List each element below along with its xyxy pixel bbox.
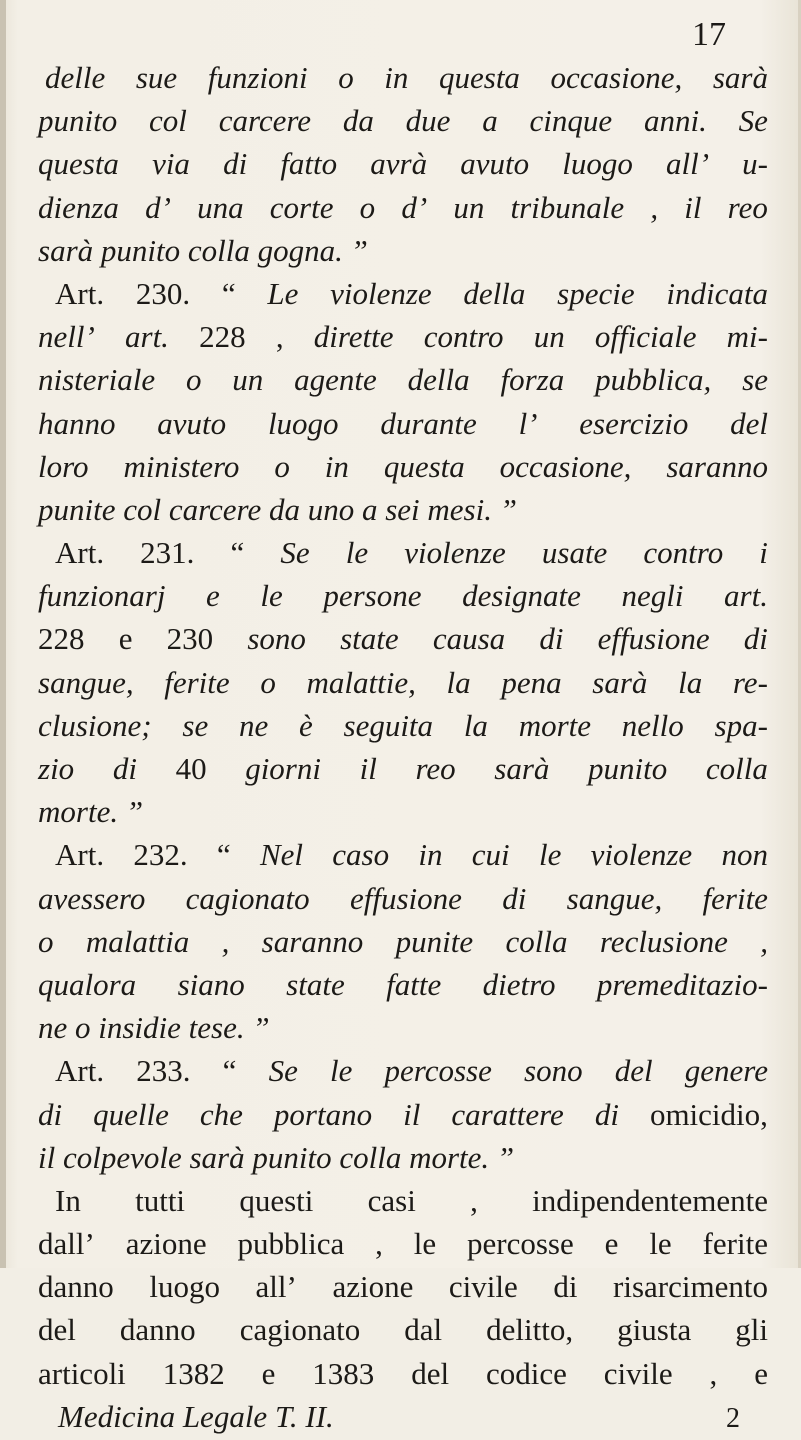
- word: portano: [273, 1096, 373, 1132]
- running-footer-title: Medicina Legale T. II.: [58, 1398, 334, 1434]
- word: ferite: [702, 880, 768, 916]
- word: un: [232, 362, 264, 398]
- text-line: [38, 1049, 768, 1092]
- word: loro: [38, 448, 89, 484]
- word: del: [730, 405, 768, 441]
- word: d’: [401, 189, 428, 225]
- word: la: [446, 664, 471, 700]
- word: dirette: [313, 319, 394, 355]
- word: effusione: [597, 621, 710, 657]
- word: l’: [518, 405, 538, 441]
- word: zio: [38, 751, 75, 786]
- word: del: [38, 1312, 76, 1348]
- word: percosse: [384, 1053, 492, 1089]
- word: reo: [727, 189, 768, 225]
- word: spa-: [714, 707, 768, 743]
- word: persone: [323, 578, 422, 614]
- word: le: [329, 1053, 353, 1089]
- word: state: [286, 966, 345, 1002]
- word: dall’: [38, 1226, 95, 1262]
- word: quelle: [93, 1096, 169, 1132]
- word: 231.: [140, 535, 195, 571]
- word: le: [649, 1226, 672, 1262]
- text-line: [38, 1308, 768, 1351]
- word: questa: [38, 146, 119, 182]
- text-line: [38, 833, 768, 876]
- word: azione: [332, 1269, 414, 1305]
- word: questi: [239, 1182, 314, 1218]
- word: luogo: [149, 1269, 220, 1305]
- word: punite col carcere da uno a sei mesi. ”: [38, 491, 517, 527]
- word: indipendentemente: [532, 1182, 768, 1218]
- word: percosse: [467, 1226, 574, 1262]
- word: del: [411, 1355, 450, 1391]
- word: pubblica: [237, 1226, 345, 1262]
- word: forza: [500, 362, 565, 398]
- word: Nel: [259, 837, 303, 873]
- word: di: [38, 1096, 63, 1132]
- word: o: [274, 448, 290, 484]
- word: luogo: [267, 405, 339, 441]
- word: “: [222, 1053, 237, 1089]
- word: le: [260, 578, 283, 614]
- text-line: [38, 402, 768, 445]
- word: e: [754, 1355, 768, 1391]
- word: 40: [175, 751, 207, 786]
- word: civile: [603, 1355, 673, 1391]
- word: o: [260, 664, 276, 700]
- word: nello: [621, 707, 684, 743]
- word: pena: [501, 664, 562, 700]
- word: Se: [280, 535, 310, 571]
- word: punito: [588, 751, 668, 786]
- text-line: [38, 99, 768, 142]
- text-line: [38, 877, 768, 920]
- text-line: [38, 747, 768, 790]
- word: risarcimento: [613, 1269, 768, 1305]
- word: Art.: [55, 275, 105, 311]
- text-line: [38, 617, 768, 660]
- word: sono: [524, 1053, 583, 1089]
- text-line: [38, 1179, 768, 1222]
- word: sarà: [712, 60, 768, 95]
- word: e: [261, 1355, 276, 1391]
- word: fatto: [280, 146, 338, 182]
- text-line: [38, 488, 768, 531]
- word: durante: [380, 405, 477, 441]
- text-line: [38, 1222, 768, 1265]
- word: se: [742, 362, 768, 398]
- word: negli: [621, 578, 684, 614]
- word: specie: [557, 275, 635, 311]
- word: seguita: [343, 707, 434, 743]
- signature-mark: 2: [726, 1402, 740, 1434]
- word: tribunale: [510, 189, 625, 225]
- text-line: [38, 920, 768, 963]
- word: sarà: [592, 664, 648, 700]
- word: d’: [145, 189, 171, 225]
- word: corte: [269, 189, 334, 225]
- word: genere: [684, 1053, 768, 1089]
- text-line: [38, 574, 768, 617]
- word: se: [182, 707, 209, 743]
- word: o: [338, 60, 354, 95]
- word: fatte: [386, 966, 442, 1002]
- word: il: [684, 189, 702, 225]
- word: contro: [643, 535, 724, 571]
- word: ,: [650, 189, 659, 225]
- word: in: [384, 60, 409, 95]
- word: dal: [404, 1312, 443, 1348]
- word: delle: [45, 60, 106, 95]
- word: clusione;: [38, 707, 152, 743]
- word: cagionato: [185, 880, 310, 916]
- word: “: [216, 837, 231, 873]
- word: giorni: [245, 751, 321, 786]
- word: Art.: [55, 1053, 105, 1089]
- word: o: [185, 362, 202, 398]
- word: di: [594, 1096, 619, 1132]
- word: 228: [199, 319, 246, 355]
- word: avuto: [460, 146, 530, 182]
- word: officiale: [594, 319, 697, 355]
- word: occasione,: [550, 60, 683, 95]
- word: violenze: [330, 275, 432, 311]
- text-line: [38, 1093, 768, 1136]
- text-line: [38, 229, 768, 272]
- text-line: [38, 704, 768, 747]
- word: cagionato: [239, 1312, 361, 1348]
- word: cinque: [529, 103, 613, 139]
- word: di: [743, 621, 768, 657]
- word: 1383: [312, 1355, 375, 1391]
- word: Se: [268, 1053, 298, 1089]
- word: reo: [415, 751, 456, 786]
- word: ministero: [123, 448, 240, 484]
- word: ,: [375, 1226, 383, 1262]
- word: contro: [423, 319, 504, 355]
- text-line: [38, 963, 768, 1006]
- word: un: [453, 189, 485, 225]
- word: codice: [485, 1355, 567, 1391]
- word: caso: [332, 837, 390, 873]
- word: saranno: [666, 448, 768, 484]
- word: col: [149, 103, 187, 139]
- word: usate: [541, 535, 608, 571]
- word: Art.: [55, 535, 105, 571]
- text-line: [38, 1265, 768, 1308]
- word: ferite: [164, 664, 230, 700]
- word: di: [553, 1269, 578, 1305]
- word: “: [230, 535, 245, 571]
- word: la: [678, 664, 703, 700]
- text-line: [38, 358, 768, 401]
- text-line: [38, 531, 768, 574]
- word: due: [405, 103, 451, 139]
- word: colla: [505, 923, 568, 959]
- word: all’: [665, 146, 710, 182]
- word: tutti: [135, 1182, 186, 1218]
- word: 230: [166, 621, 214, 657]
- word: nell’: [38, 319, 95, 355]
- word: reclusione: [599, 923, 728, 959]
- word: giusta: [617, 1312, 692, 1348]
- word: il colpevole sarà punito colla morte. ”: [38, 1139, 515, 1175]
- word: questa: [439, 60, 520, 95]
- word: esercizio: [579, 405, 689, 441]
- word: 1382: [162, 1355, 225, 1391]
- word: malattia: [85, 923, 190, 959]
- word: il: [403, 1096, 421, 1132]
- text-line: [38, 1352, 768, 1395]
- word: Le: [267, 275, 299, 311]
- word: state: [340, 621, 399, 657]
- word: civile: [448, 1269, 518, 1305]
- word: ,: [275, 319, 284, 355]
- word: ferite: [702, 1226, 768, 1262]
- word: della: [463, 275, 526, 311]
- word: ne o insidie tese. ”: [38, 1010, 270, 1046]
- word: gli: [735, 1312, 768, 1348]
- word: di: [223, 146, 248, 182]
- word: e: [118, 621, 133, 657]
- word: azione: [125, 1226, 207, 1262]
- word: le: [538, 837, 562, 873]
- word: sue: [135, 60, 178, 95]
- word: via: [152, 146, 190, 182]
- word: sono: [247, 621, 306, 657]
- text-line: [38, 445, 768, 488]
- word: a: [482, 103, 498, 139]
- word: ,: [760, 923, 768, 959]
- word: le: [345, 535, 369, 571]
- word: colla: [705, 751, 768, 786]
- word: un: [533, 319, 565, 355]
- text-line: [38, 315, 768, 358]
- word: carattere: [451, 1096, 564, 1132]
- text-line: [38, 272, 768, 315]
- word: danno: [38, 1269, 114, 1305]
- text-line: [38, 1136, 768, 1179]
- word: in: [418, 837, 443, 873]
- word: nisteriale: [38, 362, 156, 398]
- word: sangue,: [566, 880, 663, 916]
- word: casi: [367, 1182, 416, 1218]
- word: avessero: [38, 880, 146, 916]
- word: luogo: [562, 146, 633, 182]
- word: saranno: [261, 923, 364, 959]
- word: punite: [395, 923, 474, 959]
- text-line: [38, 142, 768, 185]
- text-line: [38, 1006, 768, 1049]
- word: funzioni: [207, 60, 308, 95]
- word: morte. ”: [38, 794, 144, 830]
- word: ,: [221, 923, 230, 959]
- word: articoli: [38, 1355, 126, 1391]
- word: questa: [383, 448, 465, 484]
- text-line: [38, 56, 768, 99]
- word: qualora: [38, 966, 137, 1002]
- text-line: [38, 790, 768, 833]
- word: morte: [518, 707, 592, 743]
- word: carcere: [218, 103, 312, 139]
- word: delitto,: [486, 1312, 574, 1348]
- word: e: [206, 578, 220, 614]
- word: agente: [294, 362, 377, 398]
- word: della: [407, 362, 470, 398]
- word: violenze: [590, 837, 693, 873]
- word: Se: [738, 103, 768, 139]
- word: 228: [38, 621, 85, 657]
- word: dietro: [482, 966, 556, 1002]
- word: sarà: [494, 751, 550, 786]
- word: anni.: [643, 103, 707, 139]
- word: in: [324, 448, 349, 484]
- word: sangue,: [38, 664, 134, 700]
- word: art.: [125, 319, 169, 355]
- word: non: [721, 837, 768, 873]
- word: pubblica,: [595, 362, 712, 398]
- word: di: [502, 880, 527, 916]
- word: hanno: [38, 405, 116, 441]
- word: all’: [255, 1269, 297, 1305]
- word: 230.: [135, 275, 191, 311]
- word: effusione: [349, 880, 462, 916]
- word: ,: [709, 1355, 718, 1391]
- word: 232.: [133, 837, 188, 873]
- word: punito: [38, 103, 118, 139]
- word: che: [199, 1096, 243, 1132]
- word: In: [55, 1182, 81, 1218]
- word: di: [539, 621, 564, 657]
- word: “: [221, 275, 236, 311]
- word: mi-: [726, 319, 768, 355]
- page-left-edge: [0, 0, 6, 1268]
- word: o: [38, 923, 54, 959]
- word: causa: [432, 621, 506, 657]
- word: avuto: [157, 405, 227, 441]
- word: del: [614, 1053, 653, 1089]
- text-line: [38, 186, 768, 229]
- text-line: [38, 661, 768, 704]
- word: e: [604, 1226, 619, 1262]
- word: omicidio,: [649, 1096, 768, 1132]
- word: una: [197, 189, 244, 225]
- word: avrà: [370, 146, 428, 182]
- word: il: [359, 751, 377, 786]
- word: re-: [732, 664, 768, 700]
- word: di: [112, 751, 137, 786]
- word: danno: [119, 1312, 196, 1348]
- word: la: [463, 707, 488, 743]
- word: cui: [471, 837, 510, 873]
- word: malattie,: [306, 664, 416, 700]
- word: le: [413, 1226, 437, 1262]
- word: u-: [742, 146, 768, 182]
- word: indicata: [666, 275, 768, 311]
- word: occasione,: [499, 448, 632, 484]
- word: 233.: [136, 1053, 191, 1089]
- word: da: [342, 103, 374, 139]
- word: funzionarj: [38, 578, 166, 614]
- word: dienza: [38, 189, 119, 225]
- word: è: [298, 707, 313, 743]
- page-number: 17: [692, 16, 726, 53]
- word: o: [359, 189, 376, 225]
- word: Art.: [55, 837, 105, 873]
- word: ne: [238, 707, 269, 743]
- word: premeditazio-: [596, 966, 768, 1002]
- word: sarà punito colla gogna. ”: [38, 232, 368, 268]
- word: ,: [470, 1182, 478, 1218]
- page-footer: [38, 1395, 768, 1438]
- word: designate: [462, 578, 581, 614]
- word: violenze: [404, 535, 506, 571]
- body-text: [38, 56, 768, 1438]
- word: art.: [724, 578, 768, 614]
- word: siano: [177, 966, 245, 1002]
- word: i: [759, 535, 768, 571]
